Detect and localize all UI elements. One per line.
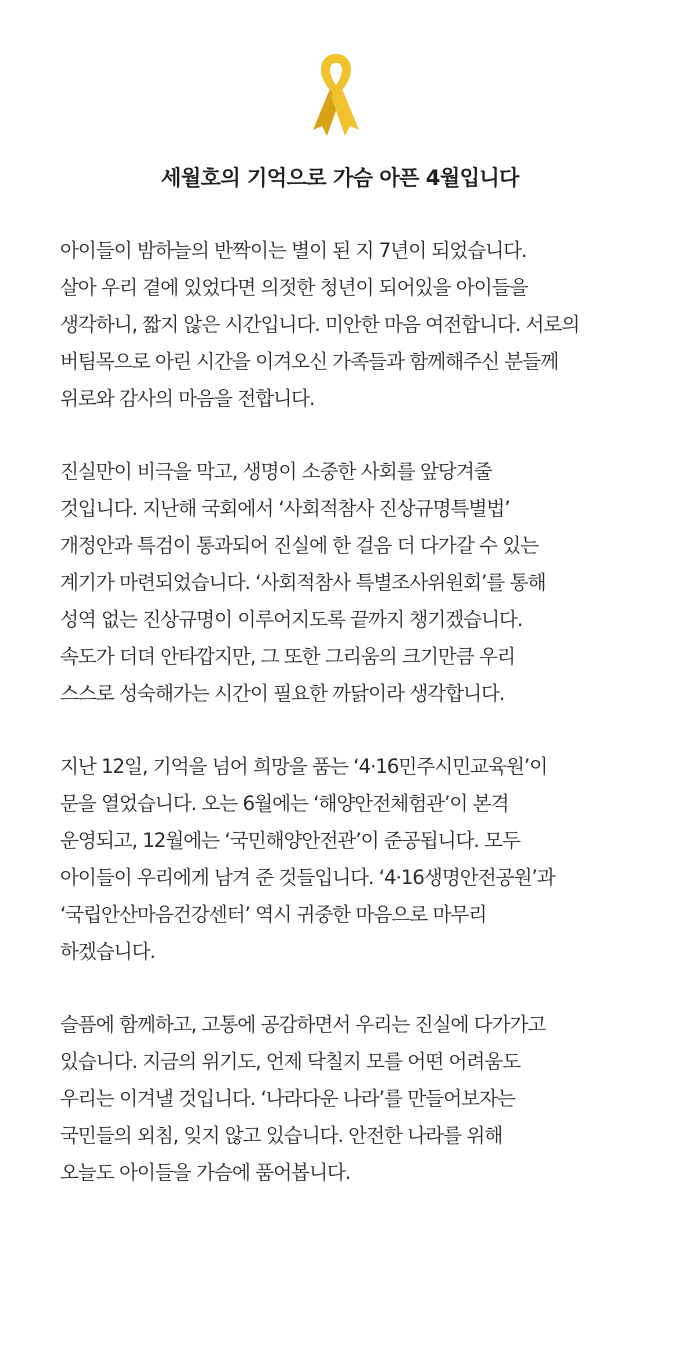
page-title: 세월호의 기억으로 가슴 아픈 4월입니다 <box>161 166 519 190</box>
yellow-ribbon-icon <box>305 50 367 138</box>
text-line: 문을 열었습니다. 오는 6월에는 ‘해양안전체험관’이 본격 <box>60 792 509 815</box>
paragraph-2 <box>60 453 645 712</box>
text-line: 버팀목으로 아린 시간을 이겨오신 가족들과 함께해주신 분들께 <box>60 350 559 373</box>
text-line: 살아 우리 곁에 있었다면 의젓한 청년이 되어있을 아이들을 <box>60 276 528 299</box>
text-line: 아이들이 밤하늘의 반짝이는 별이 된 지 7년이 되었습니다. <box>60 239 527 262</box>
text-line: 생각하니, 짧지 않은 시간입니다. 미안한 마음 여전합니다. 서로의 <box>60 313 580 336</box>
text-line: 우리는 이겨낼 것입니다. ‘나라다운 나라’를 만들어보자는 <box>60 1087 515 1110</box>
paragraph-4 <box>60 1006 645 1191</box>
text-line: 있습니다. 지금의 위기도, 언제 닥칠지 모를 어떤 어려움도 <box>60 1050 521 1073</box>
text-line: 국민들의 외침, 잊지 않고 있습니다. 안전한 나라를 위해 <box>60 1124 503 1147</box>
text-line: 오늘도 아이들을 가슴에 품어봅니다. <box>60 1161 351 1184</box>
text-line: 속도가 더뎌 안타깝지만, 그 또한 그리움의 크기만큼 우리 <box>60 645 515 668</box>
paragraph-1 <box>60 232 645 417</box>
paragraph-3 <box>60 748 645 970</box>
text-line: 하겠습니다. <box>60 940 155 963</box>
text-line: 스스로 성숙해가는 시간이 필요한 까닭이라 생각합니다. <box>60 682 505 705</box>
text-line: 계기가 마련되었습니다. ‘사회적참사 특별조사위원회’를 통해 <box>60 571 546 594</box>
text-line: 진실만이 비극을 막고, 생명이 소중한 사회를 앞당겨줄 <box>60 460 492 483</box>
text-line: 운영되고, 12월에는 ‘국민해양안전관’이 준공됩니다. 모두 <box>60 829 521 852</box>
text-line: 위로와 감사의 마음을 전합니다. <box>60 387 315 410</box>
text-line: ‘국립안산마음건강센터’ 역시 귀중한 마음으로 마무리 <box>60 903 487 926</box>
text-line: 아이들이 우리에게 남겨 준 것들입니다. ‘4·16생명안전공원’과 <box>60 866 555 889</box>
text-line: 것입니다. 지난해 국회에서 ‘사회적참사 진상규명특별법’ <box>60 497 510 520</box>
statement-body <box>60 232 645 1227</box>
text-line: 개정안과 특검이 통과되어 진실에 한 걸음 더 다가갈 수 있는 <box>60 534 539 557</box>
text-line: 지난 12일, 기억을 넘어 희망을 품는 ‘4·16민주시민교육원’이 <box>60 755 548 778</box>
text-line: 성역 없는 진상규명이 이루어지도록 끝까지 챙기겠습니다. <box>60 608 523 631</box>
text-line: 슬픔에 함께하고, 고통에 공감하면서 우리는 진실에 다가가고 <box>60 1013 546 1036</box>
